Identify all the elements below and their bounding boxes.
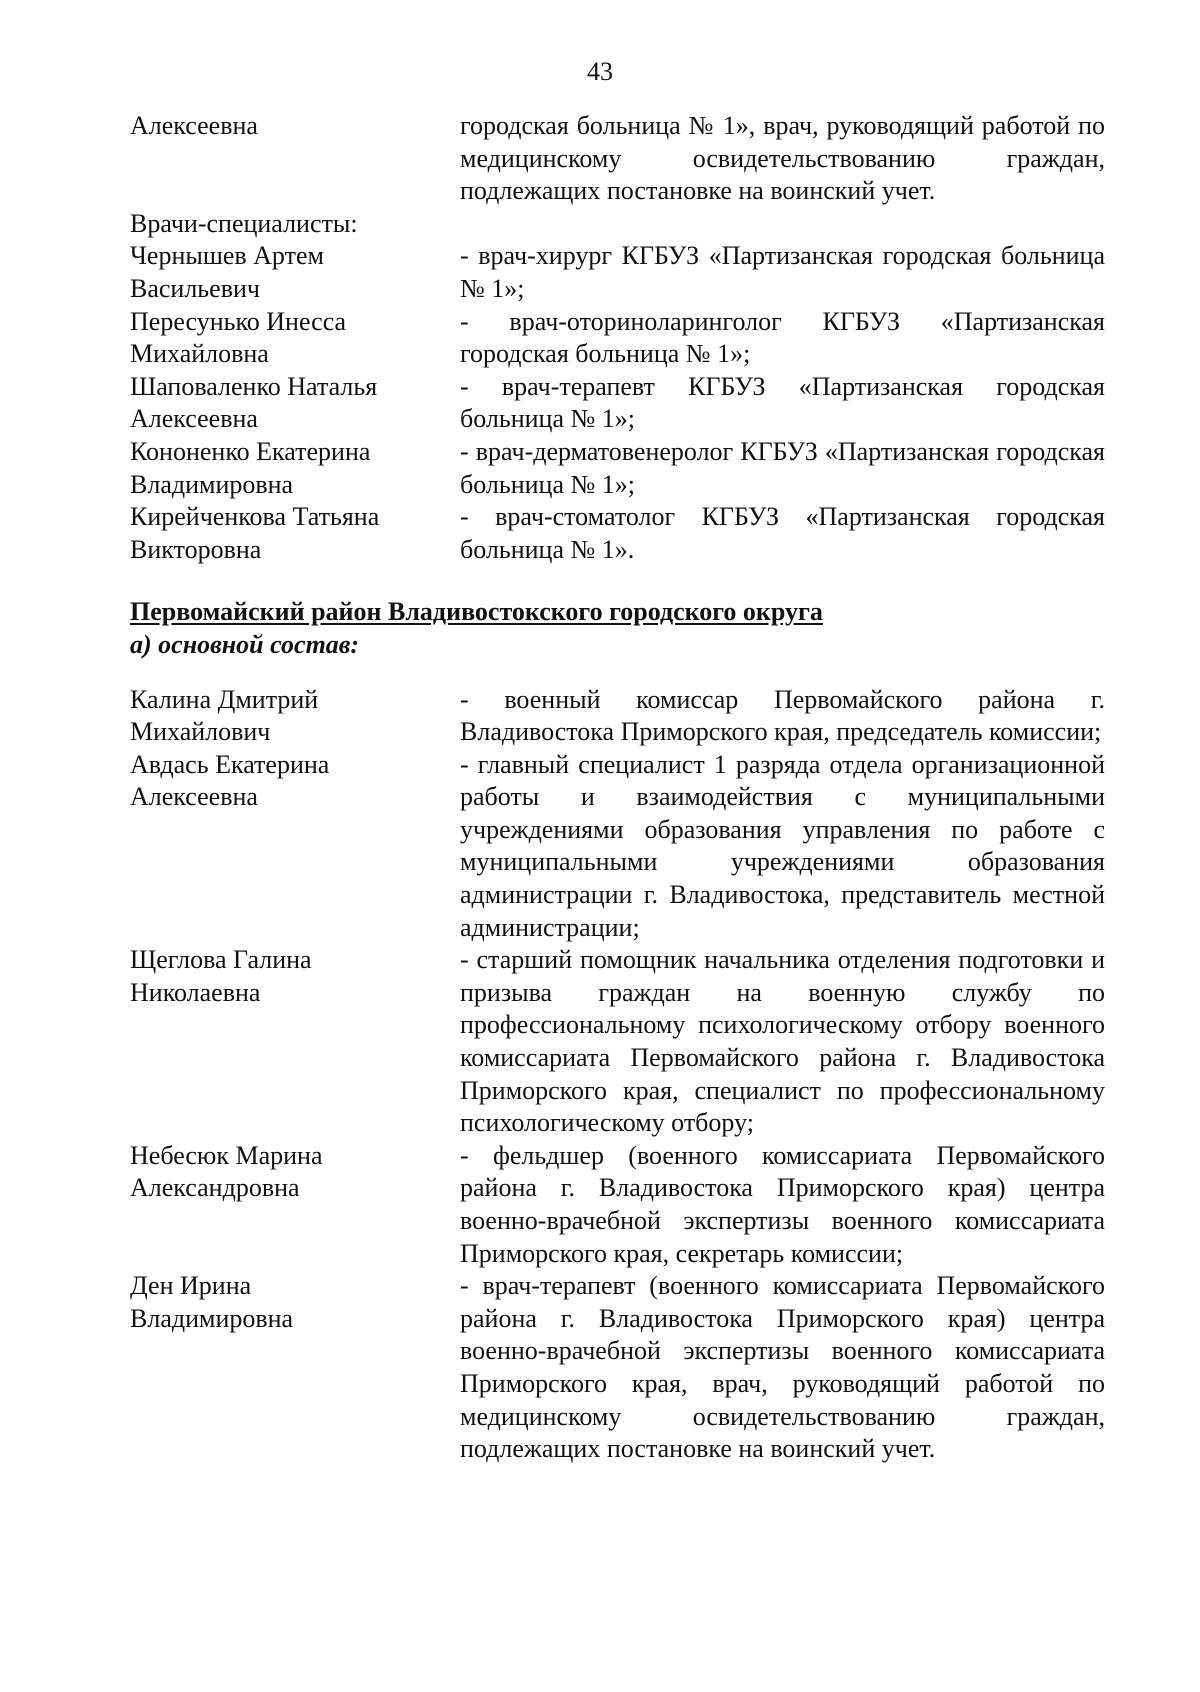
member-name: Ден Ирина Владимировна <box>130 1271 294 1333</box>
member-row <box>130 1270 1105 1466</box>
section-heading: Первомайский район Владивостокского городского округа <box>130 597 823 627</box>
member-name: Кононенко Екатерина Владимировна <box>130 436 371 499</box>
document-content <box>130 110 1105 1466</box>
member-description: - старший помощник начальника отделения подготовки и призыва граждан на военную службу по профессиональному психологическому отбору военного комиссариата Первомайского района г. Владивостока Приморского края, специалист по профессиональному психологическому отбору; <box>460 945 1105 1138</box>
member-name: Авдась Екатерина Алексеевна <box>130 749 330 812</box>
section-subheading: а) основной состав: <box>130 629 360 659</box>
specialist-row <box>130 306 1105 371</box>
member-description: - главный специалист 1 разряда отдела организационной работы и взаимодействия с муниципальными учреждениями образования управления по работе с муниципальными учреждениями образования администрации г. Владивостока, представитель местной администрации; <box>460 749 1105 942</box>
member-name: Чернышев Артем Васильевич <box>130 241 324 303</box>
member-description: - врач-стоматолог КГБУЗ «Партизанская городская больница № 1». <box>460 502 1105 564</box>
member-description: - врач-оториноларинголог КГБУЗ «Партизанская городская больница № 1»; <box>460 306 1105 369</box>
specialists-label: Врачи-специалисты: <box>130 208 358 238</box>
member-description: - военный комиссар Первомайского района г. Владивостока Приморского края, председатель комиссии; <box>460 684 1105 747</box>
member-name: Щеглова Галина Николаевна <box>130 945 312 1007</box>
member-description: - фельдшер (военного комиссариата Первомайского района г. Владивостока Приморского края) центра военно-врачебной экспертизы военного комиссариата Приморского края, секретарь комиссии; <box>460 1140 1105 1268</box>
member-name: Пересунько Инесса Михайловна <box>130 306 347 369</box>
member-row <box>130 1140 1105 1270</box>
specialist-row <box>130 371 1105 436</box>
member-description: городская больница № 1», врач, руководящий работой по медицинскому освидетельствованию граждан, подлежащих постановке на воинский учет. <box>460 111 1105 206</box>
member-description: - врач-терапевт (военного комиссариата Первомайского района г. Владивостока Приморского края) центра военно-врачебной экспертизы военного комиссариата Приморского края, врач, руководящий работой по медицинскому освидетельствованию граждан, подлежащих постановке на воинский учет. <box>460 1271 1105 1464</box>
member-description: - врач-терапевт КГБУЗ «Партизанская городская больница № 1»; <box>460 371 1105 434</box>
member-name: Калина Дмитрий Михайлович <box>130 684 319 747</box>
member-description: - врач-хирург КГБУЗ «Партизанская городская больница № 1»; <box>460 241 1105 303</box>
member-name: Шаповаленко Наталья Алексеевна <box>130 371 378 434</box>
specialist-row <box>130 501 1105 566</box>
member-name: Небесюк Марина Александровна <box>130 1140 323 1203</box>
continuation-row <box>130 110 1105 208</box>
member-name: Кирейченкова Татьяна Викторовна <box>130 502 380 564</box>
page-number: 43 <box>587 57 613 86</box>
specialist-row <box>130 240 1105 305</box>
member-name: Алексеевна <box>130 111 258 140</box>
member-row <box>130 944 1105 1140</box>
member-row <box>130 684 1105 749</box>
member-row <box>130 749 1105 945</box>
member-description: - врач-дерматовенеролог КГБУЗ «Партизанская городская больница № 1»; <box>460 436 1105 499</box>
specialist-row <box>130 436 1105 501</box>
